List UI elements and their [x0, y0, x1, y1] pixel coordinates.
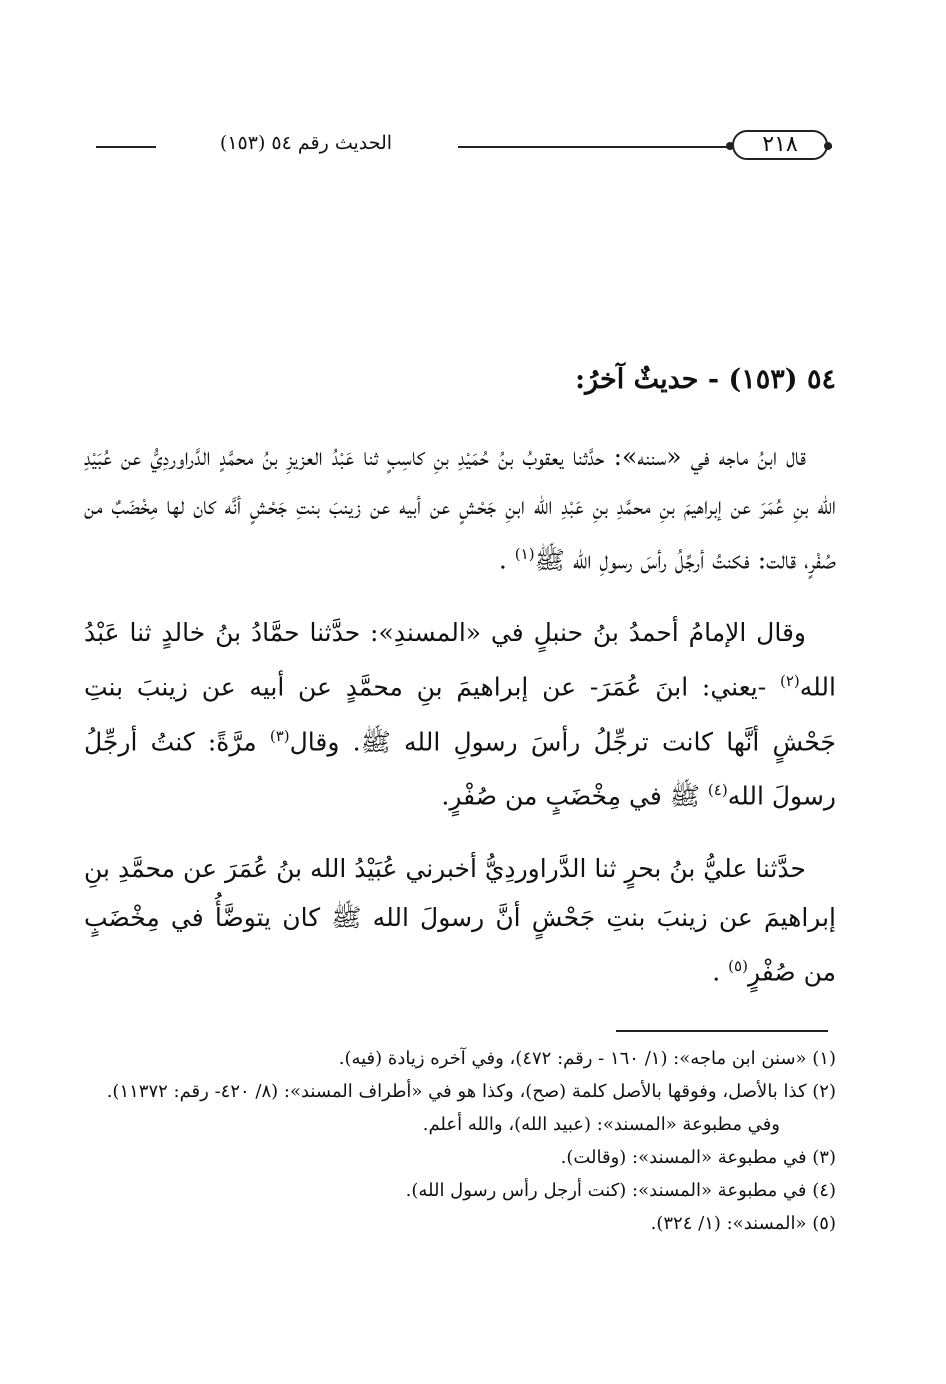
- paragraph-ali-bin-bahr: [84, 844, 836, 996]
- header-rule: [458, 146, 730, 148]
- header-rule: [96, 146, 156, 148]
- paragraph-text: .: [498, 545, 515, 575]
- footnote-4: (٤) في مطبوعة «المسند»: (كنت أرجل رأس رسول الله).: [405, 1180, 836, 1201]
- running-header: [96, 126, 832, 166]
- footnote-5: (٥) «المسند»: (١/ ٣٢٤).: [650, 1213, 836, 1234]
- paragraph-text: حدَّثنا عليُّ بنُ بحرٍ ثنا الدَّراوردِيُّ أخبرني عُبَيْدُ الله بنُ عُمَرَ عن محمَّدِ بنِ إبراهيمَ عن زينبَ بنتِ جَحْشٍ أنَّ رسولَ الله ﷺ كان يتوضَّأُ في مِخْضَبٍ من صُفْرٍ: [84, 854, 836, 987]
- paragraph-text: -يعني: ابنَ عُمَرَ- عن إبراهيمَ بنِ محمَّدٍ عن أبيه عن زينبَ بنتِ جَحْشٍ أنَّها كانت ترجِّلُ رأسَ رسولِ الله ﷺ. وقال: [84, 672, 837, 756]
- hadith-title: ٥٤ (١٥٣) - حديثٌ آخرُ:: [575, 364, 836, 395]
- footnote-marker: (٣): [269, 726, 290, 745]
- footnote-marker: (١): [514, 545, 535, 563]
- paragraph-text: مرَّةً: كنتُ أرجِّلُ رسولَ الله: [84, 726, 836, 811]
- footnote-2-continued: وفي مطبوعة «المسند»: (عبيد الله)، والله أعلم.: [422, 1114, 780, 1135]
- footnote-marker: (٢): [779, 672, 800, 691]
- main-text: [84, 360, 836, 1021]
- footnotes: [84, 1042, 836, 1240]
- footnote-separator: [616, 1030, 828, 1032]
- page-number: ٢١٨: [732, 130, 828, 160]
- footnote-1: (١) «سنن ابن ماجه»: (١/ ١٦٠ - رقم: ٤٧٢)، وفي آخره زيادة (فيه).: [338, 1048, 836, 1069]
- paragraph-text: وقال الإمامُ أحمدُ بنُ حنبلٍ في «المسندِ»: حدَّثنا حمَّادُ بنُ خالدٍ ثنا عَبْدُ الله: [84, 618, 836, 702]
- paragraph-text: قال ابنُ ماجه في «سننه»: حدَّثنا يعقوبُ بنُ حُمَيْدِ بنِ كاسِبٍ ثنا عَبْدُ العزيزِ بنُ محمَّدٍ الدَّراوردِيُّ عن عُبَيْدِ الله بنِ عُمَرَ عن إبراهيمَ بنِ محمَّدِ بنِ عَبْدِ الله ابنِ جَحْشٍ عن أبيه عن زينبَ بنتِ جَحْشٍ أنَّه كان لها مِخْضَبٌ من صُفْرٍ، قالت: فكنتُ أرجِّلُ رأسَ رسولِ الله ﷺ: [84, 442, 836, 575]
- footnote-3: (٣) في مطبوعة «المسند»: (وقالت).: [560, 1147, 836, 1168]
- footnote-marker: (٥): [728, 957, 748, 976]
- running-title: الحديث رقم ٥٤ (١٥٣): [219, 132, 393, 154]
- paragraph-ahmad: [84, 608, 836, 820]
- paragraph-text: .: [712, 957, 729, 987]
- footnote-2: (٢) كذا بالأصل، وفوقها بالأصل كلمة (صح)، وكذا هو في «أطراف المسند»: (٨/ ٤٢٠- رقم: ١١٣٧٢).: [106, 1081, 836, 1102]
- paragraph-text: ﷺ في مِخْضَبٍ من صُفْرٍ.: [441, 781, 708, 811]
- footnote-marker: (٤): [707, 780, 728, 799]
- header-rule: [828, 146, 832, 148]
- paragraph-ibn-majah: [84, 432, 836, 584]
